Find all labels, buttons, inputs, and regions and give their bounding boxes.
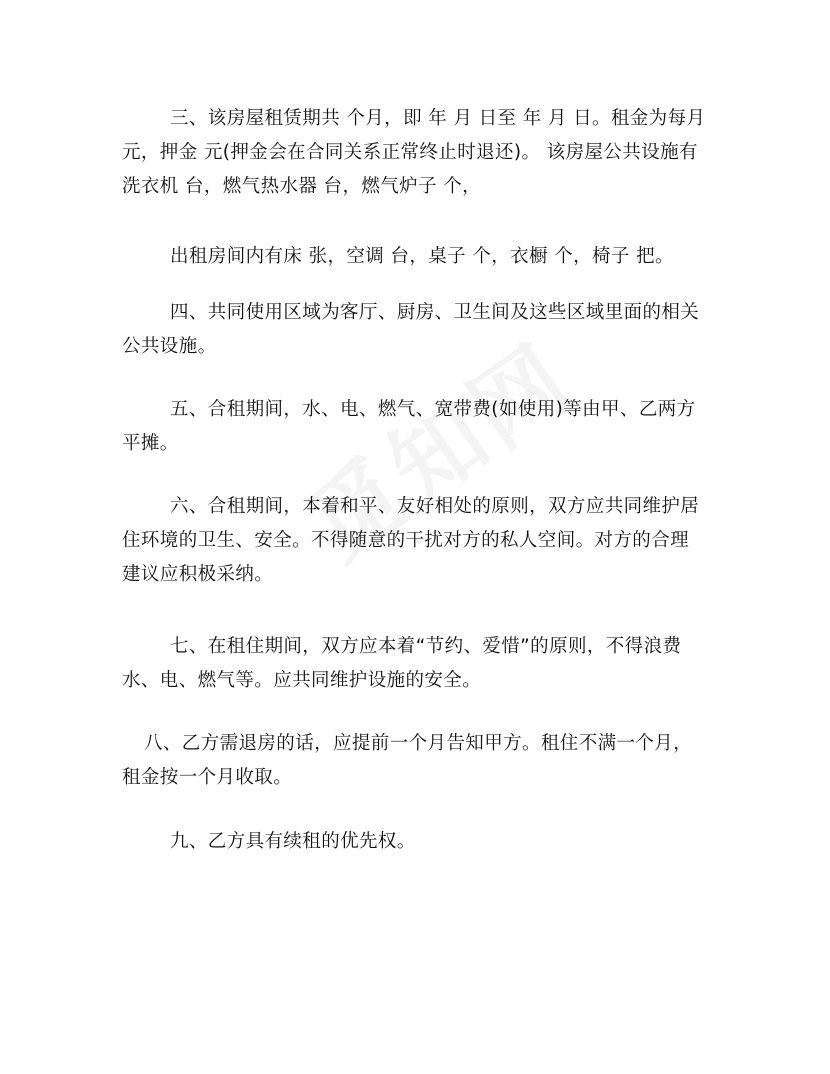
paragraph-line: 七、在租住期间，双方应本着“节约、爱惜”的原则，不得浪费 (170, 636, 682, 657)
paragraph-line: 六、合租期间，本着和平、友好相处的原则，双方应共同维护居 (170, 496, 700, 517)
paragraph-9 (122, 825, 712, 859)
paragraph-5 (122, 393, 712, 461)
paragraph-3 (122, 102, 712, 204)
paragraph-line: 公共设施。 (122, 336, 217, 357)
paragraph-line: 三、该房屋租赁期共 个月，即 年 月 日至 年 月 日。租金为每月 (170, 108, 706, 129)
paragraph-line: 建议应积极采纳。 (122, 564, 274, 585)
paragraph-line: 九、乙方具有续租的优先权。 (170, 831, 416, 852)
paragraph-6 (122, 490, 712, 592)
paragraph-line: 洗衣机 台，燃气热水器 台，燃气炉子 个， (122, 176, 482, 197)
paragraph-7 (122, 630, 712, 698)
paragraph-line: 出租房间内有床 张，空调 台，桌子 个，衣橱 个，椅子 把。 (170, 246, 674, 267)
paragraph-line: 四、共同使用区域为客厅、厨房、卫生间及这些区域里面的相关 (170, 302, 700, 323)
paragraph-line: 住环境的卫生、安全。不得随意的干扰对方的私人空间。对方的合理 (122, 530, 690, 551)
paragraph-equipment (122, 240, 712, 274)
paragraph-line: 租金按一个月收取。 (122, 767, 293, 788)
paragraph-line: 元，押金 元(押金会在合同关系正常终止时退还)。 该房屋公共设施有 (122, 142, 698, 163)
paragraph-line: 五、合租期间，水、电、燃气、宽带费(如使用)等由甲、乙两方 (170, 399, 696, 420)
paragraph-line: 平摊。 (122, 433, 179, 454)
paragraph-8 (122, 727, 712, 795)
paragraph-line: 水、电、燃气等。应共同维护设施的安全。 (122, 670, 482, 691)
paragraph-4 (122, 296, 712, 364)
paragraph-line: 八、乙方需退房的话，应提前一个月告知甲方。租住不满一个月， (144, 733, 693, 754)
